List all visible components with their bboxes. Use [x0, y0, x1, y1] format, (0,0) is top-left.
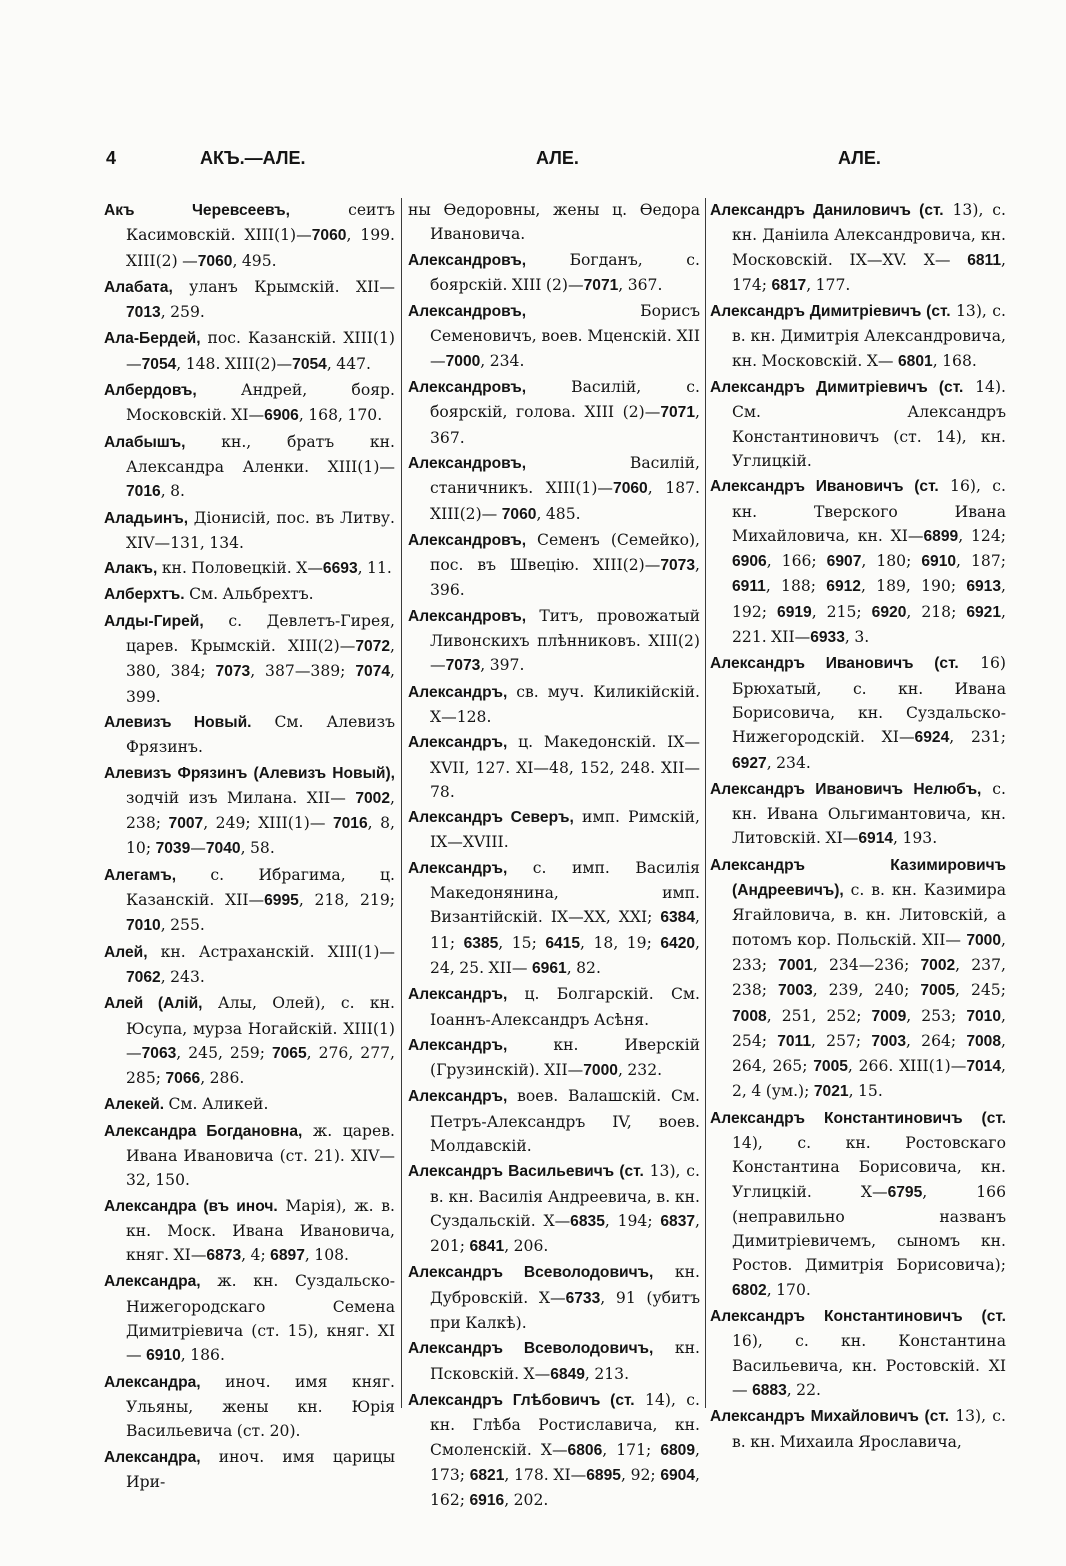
index-entry: Алей, кн. Астраханскій. XIII(1)— 7062, 243. [104, 942, 395, 986]
index-entry: Александра Богдановна, ж. царев. Ивана Ивановича (ст. 21). XIV— 32, 150. [104, 1121, 395, 1190]
index-entry: Александръ Казимировичъ (Андреевичъ), с. в. кн. Казимира Ягайловича, в. кн. Литовскій, а потомъ кор. Польскій. XII— 7000, 233; 7001, 234—236; 7002, 237, 238; 7003, 239, 240; 7005, 245; 7008, 251, 252; 7009, 253; 7010, 254; 7011, 257; 7003, 264; 7008, 264, 265; 7005, 266. XIII(1)—7014, 2, 4 (ум.); 7021, 15. [710, 856, 1007, 1101]
index-entry: Александръ Всеволодовичъ, кн. Псковскій. X—6849, 213. [408, 1339, 700, 1383]
index-entry: Алей (Алій, Алы, Олей), с. кн. Юсупа, мурза Ногайскій. XIII(1)—7063, 245, 259; 7065, 276, 277, 285; 7066, 286. [104, 994, 395, 1088]
index-entry: Александра, иноч. имя царицы Ири- [104, 1447, 395, 1491]
index-entry: Алакъ, кн. Половецкій. X—6693, 11. [104, 559, 392, 578]
index-entry: Александръ, кн. Иверскій (Грузинскій). XII—7000, 232. [408, 1035, 700, 1080]
index-entry: Александръ Даниловичъ (ст. 13), с. кн. Даніила Александровича, кн. Московскій. IX—XV. X— 6811, 174; 6817, 177. [710, 201, 1006, 294]
index-entry: Александръ Васильевичъ (ст. 13), с. в. кн. Василія Андреевича, в. кн. Суздальскій. X—6835, 194; 6837, 201; 6841, 206. [408, 1162, 701, 1256]
index-entry: Александра (въ иноч. Марія), ж. в. кн. Моск. Ивана Ивановича, княг. XI—6873, 4; 6897, 108. [104, 1196, 395, 1265]
index-entry: Александровъ, Василій, станичникъ. XIII(1)—7060, 187. XIII(2)— 7060, 485. [408, 453, 701, 523]
index-entry: Александръ, воев. Валашскій. См. Петръ-Александръ IV, воев. Молдавскій. [408, 1087, 700, 1155]
running-header [0, 148, 1066, 180]
index-entry: Александровъ, Титъ, провожатый Ливонскихъ плѣнниковъ. XIII(2) —7073, 397. [408, 606, 700, 675]
index-entry: Александровъ, Борисъ Семеновичъ, воев. Мценскій. XII—7000, 234. [408, 302, 700, 370]
index-entry: Александръ Всеволодовичъ, кн. Дубровскій. X—6733, 91 (убитъ при Калкѣ). [408, 1263, 700, 1333]
index-entry: Александра, ж. кн. Суздальско-Нижегородскаго Семена Димитріевича (ст. 15), княг. XI— 6910, 186. [104, 1272, 395, 1365]
index-entry: Александръ Константиновичъ (ст. 14), с. кн. Ростовскаго Константина Борисовича, кн. Углицкій. X—6795, 166 (неправильно названъ Димитріевичемъ, сыномъ кн. Ростов. Димитрія Борисовича); 6802, 170. [710, 1109, 1006, 1299]
index-entry: Алекей. См. Аликей. [104, 1095, 269, 1114]
index-entry: Александръ, св. муч. Киликійскій. X—128. [408, 682, 700, 726]
index-entry: Александръ Ивановичъ Нелюбъ, с. кн. Ивана Ольгимантовича, кн. Литовскій. XI—6914, 193. [710, 779, 1006, 848]
index-entry: Александръ Димитріевичъ (ст. 14). См. Александръ Константиновичъ (ст. 14), кн. Углицкій. [710, 378, 1007, 470]
index-entry: Алегамъ, с. Ибрагима, ц. Казанскій. XII—6995, 218, 219; 7010, 255. [104, 865, 395, 935]
index-entry: Алды-Гирей, с. Девлетъ-Гирея, царев. Крымскій. XIII(2)—7072, 380, 384; 7073, 387—389; 7074, 399. [104, 611, 395, 706]
header-right-range: АЛЕ. [838, 148, 881, 168]
index-entry: Аладьинъ, Діонисій, пос. въ Литву. XIV—131, 134. [104, 508, 395, 552]
index-entry: Александръ Северъ, имп. Римскій, IX—XVIII. [408, 808, 700, 852]
index-entry: Алабата, уланъ Крымскій. XII— 7013, 259. [104, 277, 395, 322]
index-entry: Александръ, ц. Болгарскій. См. Іоаннъ-Александръ Асѣня. [408, 985, 700, 1029]
header-center-range: АЛЕ. [536, 148, 579, 168]
column-divider-right [705, 198, 706, 1408]
index-entry: Александръ, с. имп. Василія Македонянина, имп. Византійскій. IX—XX, XXI; 6384, 11; 6385, 15; 6415, 18, 19; 6420, 24, 25. XII— 6961, 82. [408, 858, 701, 977]
index-entry: Александръ Михайловичъ (ст. 13), с. в. кн. Михаила Ярославича, [710, 1407, 1006, 1451]
index-entry: Алевизъ Новый. См. Алевизъ Фрязинъ. [104, 712, 395, 757]
index-column-2 [408, 198, 700, 1514]
index-entry: Александръ Димитріевичъ (ст. 13), с. в. кн. Димитрія Александровича, кн. Московскій. X— 6801, 168. [710, 302, 1006, 370]
index-entry: Александръ Константиновичъ (ст. 16), с. кн. Константина Васильевича, кн. Ростовскій. XI— 6883, 22. [710, 1308, 1006, 1399]
index-entry: Александръ Ивановичъ (ст. 16) Брюхатый, с. кн. Ивана Борисовича, кн. Суздальско-Нижегородскій. XI—6924, 231; 6927, 234. [710, 654, 1007, 772]
index-entry: Александровъ, Богданъ, с. боярскій. XIII (2)—7071, 367. [408, 250, 700, 294]
index-entry: Алевизъ Фрязинъ (Алевизъ Новый), зодчій изъ Милана. XII— 7002, 238; 7007, 249; XIII(1)— 7016, 8, 10; 7039—7040, 58. [104, 764, 395, 858]
header-left-range: АКЪ.—АЛЕ. [200, 148, 306, 168]
index-entry: Алберхтъ. См. Альбрехтъ. [104, 585, 314, 604]
index-entry: Александръ, ц. Македонскій. IX— XVII, 127. XI—48, 152, 248. XII—78. [408, 733, 700, 801]
index-entry: Алабышъ, кн., братъ кн. Александра Аленки. XIII(1)—7016, 8. [104, 432, 395, 501]
index-entry: Александръ Глѣбовичъ (ст. 14), с. кн. Глѣба Ростиславича, кн. Смоленскій. X—6806, 171; 6809, 173; 6821, 178. XI—6895, 92; 6904, 162; 6916, 202. [408, 1390, 700, 1510]
index-column-1 [104, 198, 395, 1495]
index-entry: Акъ Черевсеевъ, сеитъ Касимовскій. XIII(1)—7060, 199. XIII(2) —7060, 495. [104, 201, 396, 270]
index-entry: Александровъ, Василій, с. боярскій, голова. XIII (2)—7071, 367. [408, 378, 700, 447]
column-divider-left [401, 198, 402, 1408]
index-entry: Ала-Бердей, пос. Казанскій. XIII(1) —7054, 148. XIII(2)—7054, 447. [104, 329, 395, 373]
index-column-3 [710, 198, 1006, 1455]
index-entry: Александра, иноч. имя княг. Ульяны, жены кн. Юрія Васильевича (ст. 20). [104, 1372, 395, 1441]
index-entry: ны Өедоровны, жены ц. Өедора Ивановича. [408, 201, 700, 244]
index-entry: Александровъ, Семенъ (Семейко), пос. въ Швецію. XIII(2)—7073, 396. [408, 530, 700, 600]
index-entry: Албердовъ, Андрей, бояр. Московскій. XI—6906, 168, 170. [104, 381, 395, 425]
page-number: 4 [106, 148, 117, 168]
index-entry: Александръ Ивановичъ (ст. 16), с. кн. Тверского Ивана Михайловича, кн. XI—6899, 124; 6906, 166; 6907, 180; 6910, 187; 6911, 188; 6912, 189, 190; 6913, 192; 6919, 215; 6920, 218; 6921, 221. XII—6933, 3. [710, 477, 1007, 647]
